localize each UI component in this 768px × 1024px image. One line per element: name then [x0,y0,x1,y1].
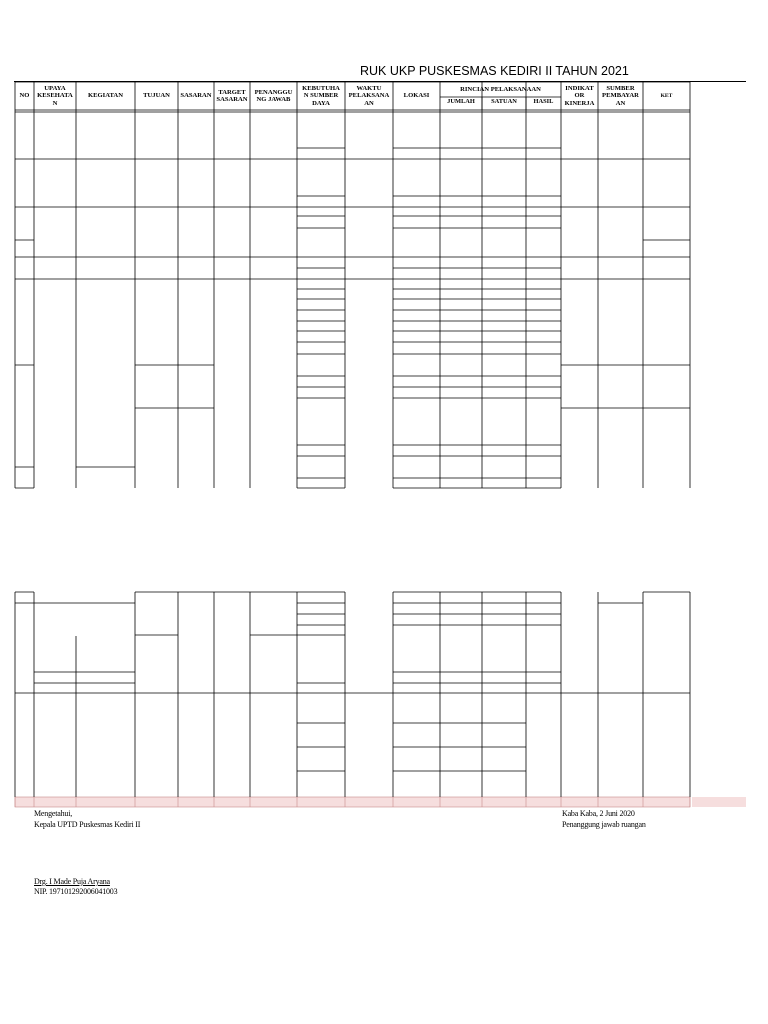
signer-nip: NIP. 197101292006041003 [34,887,118,896]
total-row [15,797,690,807]
header-jumlah: JUMLAH [447,98,475,105]
header-sasaran: SASARAN [180,92,212,100]
header-rincian-pelaksanaan: RINCIAN PELAKSANAAN [460,85,541,93]
footer-place-date: Kaba Kaba, 2 Juni 2020 [562,809,635,818]
page-title: RUK UKP PUSKESMAS KEDIRI II TAHUN 2021 [360,64,629,78]
header-target-sasaran: TARGET SASARAN [216,88,248,103]
header-waktu-pelaksanaan: WAKTU PELAKSANA AN [348,85,390,107]
header-tujuan: TUJUAN [143,92,170,100]
header-satuan: SATUAN [491,98,517,105]
header-upaya-kesehatan: UPAYA KESEHATA N [37,85,73,107]
footer-responsible: Penanggung jawab ruangan [562,820,646,829]
header-kegiatan: KEGIATAN [88,92,123,100]
header-lokasi: LOKASI [403,92,430,100]
footer-acknowledged: Mengetahui, [34,809,73,818]
header-hasil: HASIL [533,98,554,105]
signer-name: Drg. I Made Puja Aryana [34,877,110,886]
header-penanggung-jawab: PENANGGU NG JAWAB [254,88,293,103]
footer-head-title: Kepala UPTD Puskesmas Kediri II [34,820,141,829]
header-kebutuhan-sumber-daya: KEBUTUHA N SUMBER DAYA [302,85,340,107]
header-sumber-pembayaran: SUMBER PEMBAYAR AN [602,85,639,107]
header-ket: KET [660,92,673,99]
total-row-extension [692,797,746,807]
header-indikator-kinerja: INDIKAT OR KINERJA [564,85,595,107]
header-no: NO [19,92,30,100]
